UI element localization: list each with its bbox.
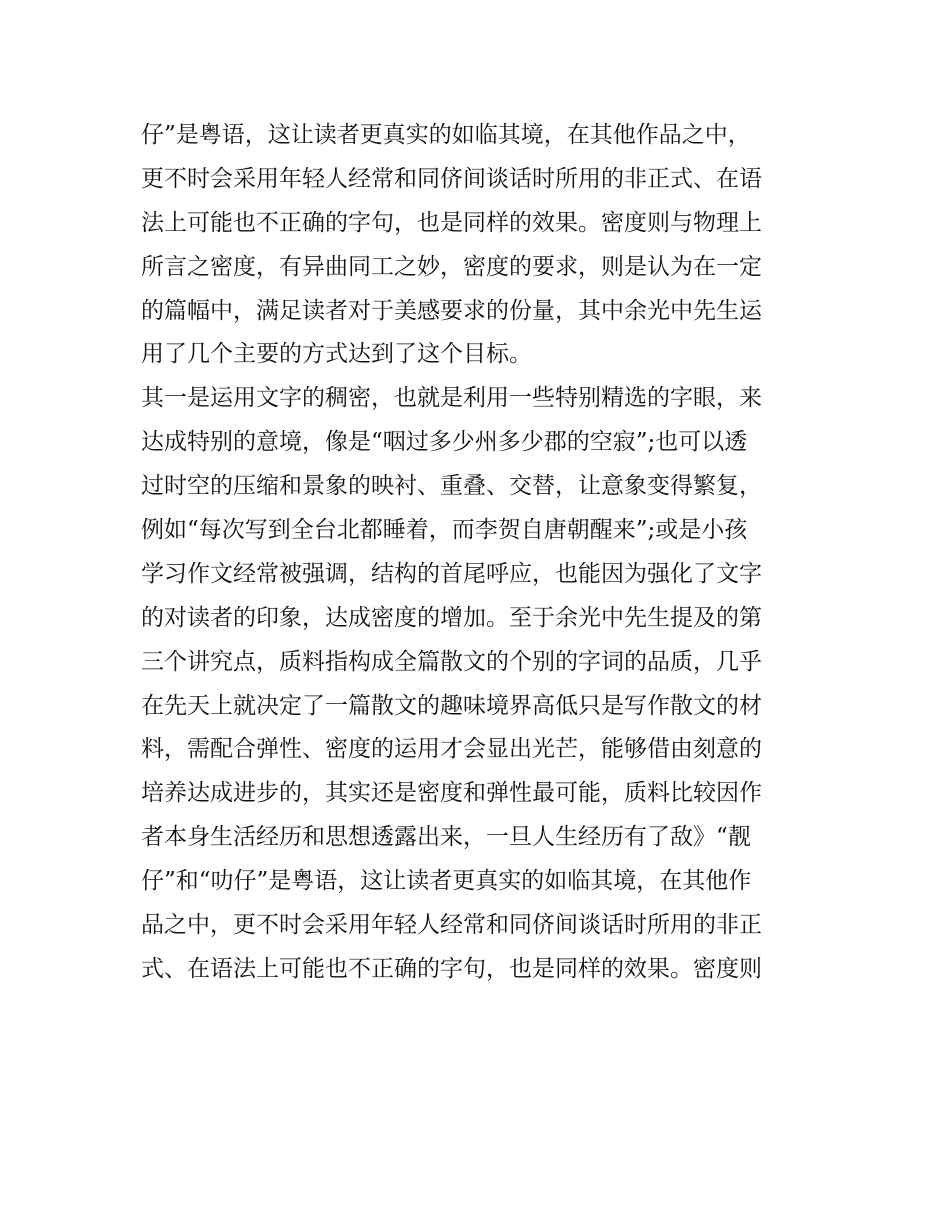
- text-line: 式、在语法上可能也不正确的字句，也是同样的效果。密度则: [141, 955, 762, 982]
- text-line: 达成特别的意境，像是“咽过多少州多少郡的空寂”;也可以透: [141, 429, 748, 456]
- text-line: 培养达成进步的，其实还是密度和弹性最可能，质料比较因作: [141, 780, 762, 807]
- text-line: 过时空的压缩和景象的映衬、重叠、交替，让意象变得繁复，: [141, 473, 762, 500]
- text-line: 法上可能也不正确的字句，也是同样的效果。密度则与物理上: [141, 209, 762, 236]
- text-line: 学习作文经常被强调，结构的首尾呼应，也能因为强化了文字: [141, 560, 762, 587]
- text-line: 更不时会采用年轻人经常和同侪间谈话时所用的非正式、在语: [141, 165, 762, 192]
- text-line: 的对读者的印象，达成密度的增加。至于余光中先生提及的第: [141, 604, 762, 631]
- text-line: 仔”和“叻仔”是粤语，这让读者更真实的如临其境，在其他作: [141, 868, 752, 895]
- text-line: 用了几个主要的方式达到了这个目标。: [141, 341, 532, 368]
- text-line: 例如“每次写到全台北都睡着，而李贺自唐朝醒来”;或是小孩: [141, 517, 748, 544]
- body-text: [141, 114, 821, 992]
- text-line: 所言之密度，有异曲同工之妙，密度的要求，则是认为在一定: [141, 253, 762, 280]
- text-line: 者本身生活经历和思想透露出来，一旦人生经历有了敌》“靓: [141, 824, 751, 851]
- text-line: 其一是运用文字的稠密，也就是利用一些特别精选的字眼，来: [141, 385, 762, 412]
- text-line: 的篇幅中，满足读者对于美感要求的份量，其中余光中先生运: [141, 297, 762, 324]
- text-line: 在先天上就决定了一篇散文的趣味境界高低只是写作散文的材: [141, 692, 762, 719]
- text-line: 料，需配合弹性、密度的运用才会显出光芒，能够借由刻意的: [141, 736, 762, 763]
- text-line: 三个讲究点，质料指构成全篇散文的个别的字词的品质，几乎: [141, 648, 762, 675]
- text-line: 品之中，更不时会采用年轻人经常和同侪间谈话时所用的非正: [141, 912, 762, 939]
- text-line: 仔”是粤语，这让读者更真实的如临其境，在其他作品之中，: [141, 122, 751, 148]
